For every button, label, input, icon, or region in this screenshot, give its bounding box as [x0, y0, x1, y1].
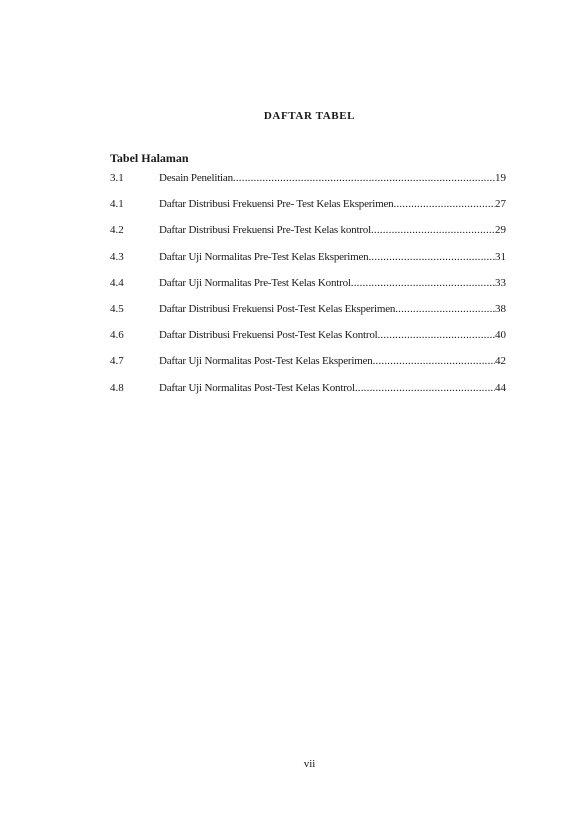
dot-leader [351, 277, 495, 289]
dot-leader [355, 382, 495, 394]
entry-number: 4.2 [110, 224, 124, 237]
column-header: Tabel Halaman [110, 151, 189, 165]
entry-title: Daftar Distribusi Frekuensi Pre- Test Kelas Eksperimen [159, 198, 394, 211]
table-entry [110, 224, 506, 250]
dot-leader [393, 198, 495, 210]
table-entry [110, 198, 506, 224]
entry-number: 4.1 [110, 198, 124, 211]
entry-title: Daftar Distribusi Frekuensi Post-Test Kelas Kontrol [159, 329, 378, 342]
dot-leader [233, 172, 495, 184]
entry-page: 19 [495, 172, 506, 184]
entry-number: 4.4 [110, 276, 124, 289]
entry-number: 4.6 [110, 329, 124, 342]
entry-title: Daftar Uji Normalitas Pre-Test Kelas Kontrol [159, 276, 351, 289]
entry-number: 4.5 [110, 302, 124, 315]
table-entry [110, 329, 506, 355]
entry-page: 42 [495, 355, 506, 368]
page-title: DAFTAR TABEL [263, 110, 356, 122]
entry-number: 3.1 [110, 172, 124, 184]
table-entry [110, 277, 506, 303]
table-entry [110, 382, 506, 408]
table-entry [110, 251, 506, 277]
entry-title: Daftar Uji Normalitas Post-Test Kelas Eksperimen [159, 355, 373, 368]
table-entry [110, 355, 506, 381]
table-list [110, 172, 506, 408]
dot-leader [373, 355, 495, 367]
entry-title: Desain Penelitian [159, 172, 233, 184]
entry-number: 4.8 [110, 381, 124, 394]
entry-title: Daftar Distribusi Frekuensi Pre-Test Kelas kontrol [159, 224, 371, 237]
entry-page: 31 [495, 250, 506, 263]
entry-page: 44 [495, 381, 506, 394]
entry-title: Daftar Distribusi Frekuensi Post-Test Kelas Eksperimen [159, 302, 396, 315]
entry-page: 40 [495, 329, 506, 342]
entry-page: 29 [495, 224, 506, 237]
dot-leader [395, 303, 495, 315]
table-entry [110, 172, 506, 198]
dot-leader [368, 251, 495, 263]
entry-title: Daftar Uji Normalitas Post-Test Kelas Kontrol [159, 381, 355, 394]
entry-page: 38 [495, 302, 506, 315]
entry-number: 4.3 [110, 250, 124, 263]
dot-leader [371, 224, 495, 236]
entry-page: 27 [495, 198, 506, 211]
table-entry [110, 303, 506, 329]
page-number: vii [303, 758, 316, 770]
dot-leader [377, 329, 495, 341]
entry-page: 33 [495, 276, 506, 289]
entry-title: Daftar Uji Normalitas Pre-Test Kelas Eksperimen [159, 250, 369, 263]
entry-number: 4.7 [110, 355, 124, 368]
